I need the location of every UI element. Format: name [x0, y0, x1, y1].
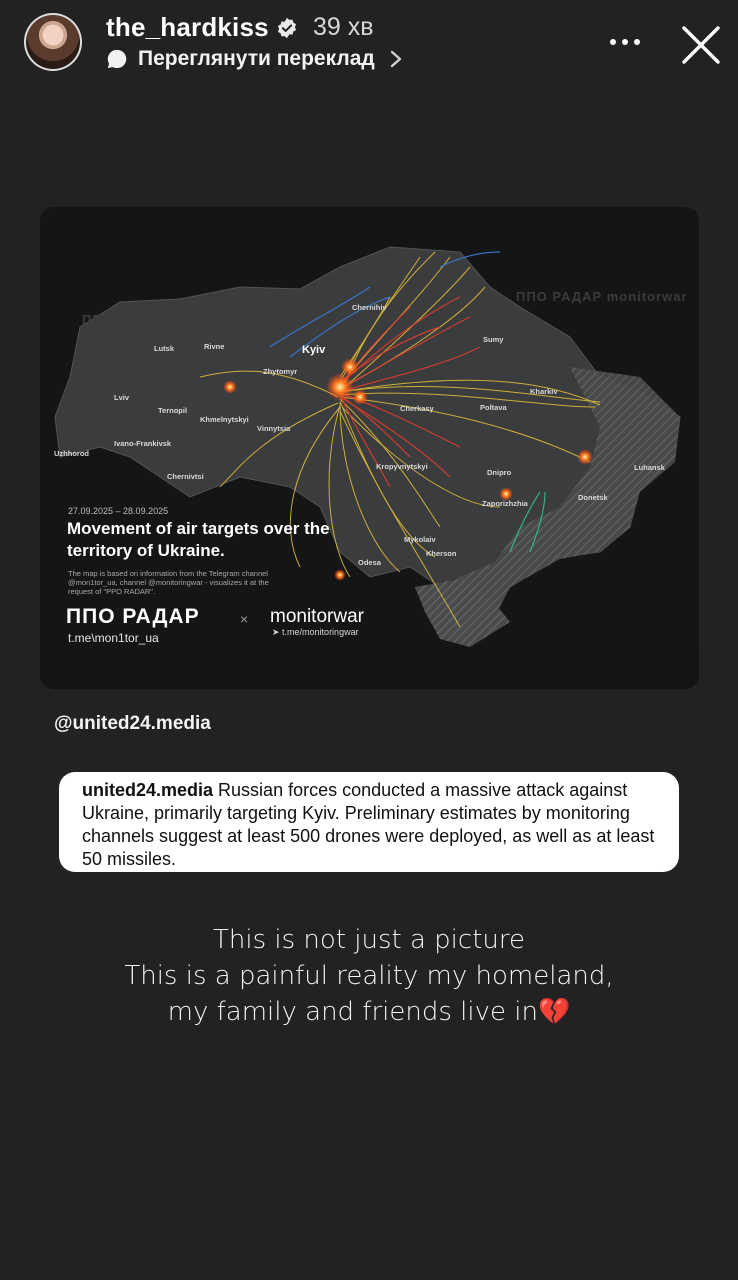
story-text-line: This is not just a picture — [213, 925, 525, 955]
city-label: Sumy — [483, 335, 504, 344]
post-time: 39 хв — [313, 13, 374, 41]
monitorwar-logo: monitorwar — [270, 606, 364, 627]
city-label: Odesa — [358, 558, 381, 567]
caption-text: Russian forces conducted a massive attack against Ukraine, primarily targeting Kyiv. Preliminary estimates by monitoring channels suggest at least 500 drones were deployed, as well as at least 50 missiles. — [82, 780, 655, 869]
map-source-note: The map is based on information from the Telegram channel @mon1tor_ua, channel @monitoringwar - visualizes it at the request of "PPO RADAR". — [68, 569, 269, 596]
source-mention-link[interactable]: @united24.media — [54, 713, 211, 734]
city-label: Lutsk — [154, 344, 175, 353]
close-icon[interactable] — [680, 24, 722, 66]
city-label: Kropyvnytskyi — [376, 462, 428, 471]
see-translation-link[interactable] — [106, 47, 403, 71]
city-label: Chernihiv — [352, 303, 387, 312]
reposted-caption[interactable] — [59, 772, 679, 872]
monitorwar-channel-text: t.me/monitoringwar — [282, 627, 359, 637]
verified-badge-icon — [276, 17, 298, 39]
story-text-line — [0, 994, 738, 1030]
city-label: Cherkasy — [400, 404, 434, 413]
city-label: Ivano-Frankivsk — [114, 439, 172, 448]
chevron-right-icon — [389, 50, 403, 68]
ppo-radar-logo: ППО РАДАР — [66, 605, 200, 628]
story-text-overlay — [0, 922, 738, 1030]
city-label: Zhytomyr — [263, 367, 298, 376]
city-label: Uzhhorod — [54, 449, 89, 458]
brand-separator: × — [240, 611, 249, 627]
speech-bubble-icon — [106, 48, 128, 70]
attack-map-image — [40, 207, 699, 689]
city-label: Mykolaiv — [404, 535, 436, 544]
city-label: Dnipro — [487, 468, 512, 477]
map-watermark-right: ППО РАДАР monitorwar — [516, 289, 688, 304]
city-label: Ternopil — [158, 406, 188, 415]
story-text-line-3: my family and friends live in — [167, 997, 538, 1027]
city-label: Khmelnytskyi — [200, 415, 249, 424]
see-translation-label: Переглянути переклад — [138, 47, 375, 70]
city-label: Vinnytsia — [257, 424, 291, 433]
telegram-icon: ➤ — [272, 627, 283, 637]
city-label: Lviv — [114, 393, 130, 402]
city-label: Luhansk — [634, 463, 665, 472]
monitorwar-channel — [272, 627, 359, 638]
ppo-radar-channel: t.me\mon1tor_ua — [68, 631, 159, 645]
city-label: Donetsk — [578, 493, 608, 502]
username[interactable]: the_hardkiss — [106, 12, 269, 42]
city-label: Rivne — [204, 342, 225, 351]
profile-avatar[interactable] — [24, 13, 82, 71]
more-options-icon[interactable] — [606, 24, 644, 60]
caption-author: united24.media — [82, 780, 214, 800]
story-text-line: This is a painful reality my homeland, — [124, 961, 614, 991]
city-label: Poltava — [480, 403, 507, 412]
broken-heart-icon: 💔 — [537, 997, 571, 1027]
city-label: Kherson — [426, 549, 457, 558]
city-label: Kharkiv — [530, 387, 558, 396]
map-title: Movement of air targets over the territory of Ukraine. — [67, 519, 330, 560]
city-label: Zaporizhzhia — [482, 499, 528, 508]
city-label: Chernivtsi — [167, 472, 204, 481]
city-label-kyiv: Kyiv — [302, 344, 326, 356]
map-date-range: 27.09.2025 – 28.09.2025 — [68, 506, 169, 516]
map-watermark-left: ППО РАДАР — [82, 312, 169, 327]
